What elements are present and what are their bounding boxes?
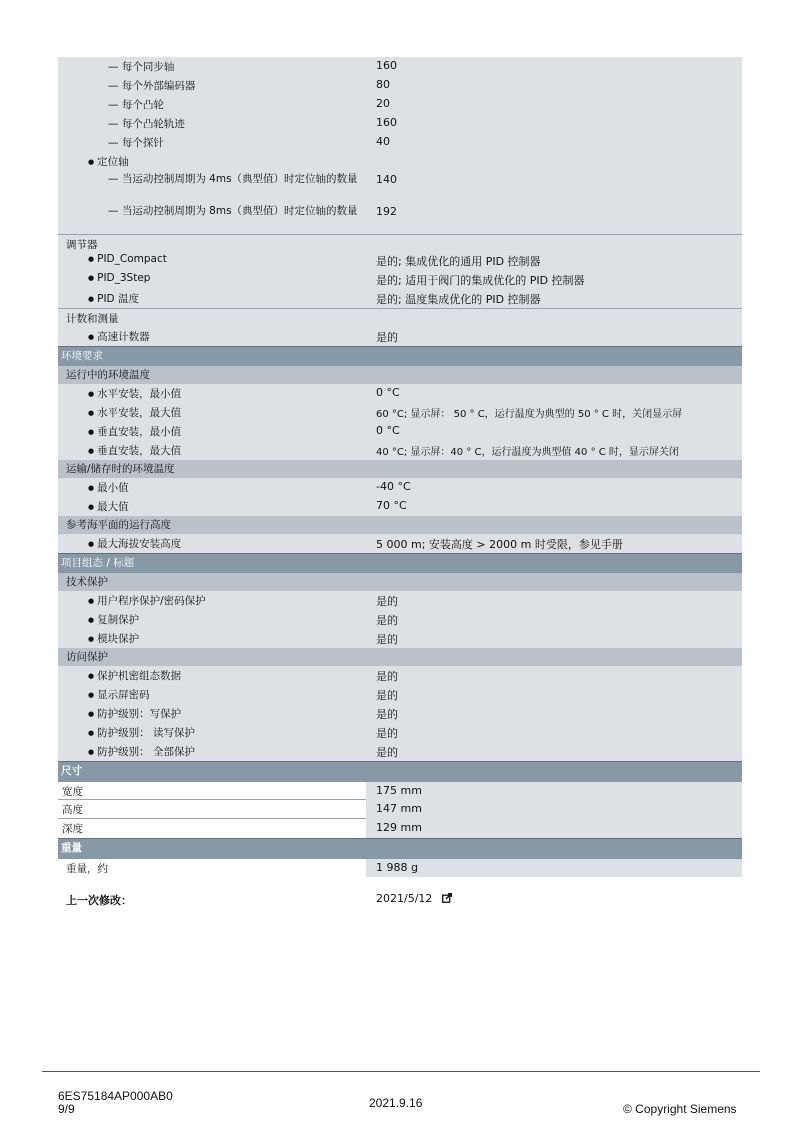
row-label: — 每个外部编码器 — [58, 76, 366, 95]
table-row — [58, 742, 742, 761]
row-label: ● 水平安装，最小值 — [58, 384, 366, 403]
row-label: ● 防护级别：写保护 — [58, 704, 366, 723]
row-value: 160 — [366, 57, 742, 76]
row-label: 重量，约 — [58, 859, 366, 877]
row-label: — 每个探针 — [58, 133, 366, 152]
page-number: 9/9 — [58, 1102, 75, 1116]
row-label: ● 显示屏密码 — [58, 685, 366, 704]
row-value: 0 °C — [366, 384, 742, 403]
table-row — [58, 403, 742, 422]
row-value: 60 °C; 显示屏： 50 ° C，运行温度为典型的 50 ° C 时，关闭显示屏 — [366, 403, 742, 422]
row-value: 147 mm — [366, 800, 742, 819]
table-row — [58, 782, 742, 800]
row-value: 是的; 温度集成优化的 PID 控制器 — [366, 289, 742, 308]
row-value: 是的 — [366, 591, 742, 610]
subsection-title: 运输/储存时的环境温度 — [66, 463, 175, 475]
subsection-header — [58, 460, 742, 478]
row-label: ● 用户程序保护/密码保护 — [58, 591, 366, 610]
row-value: 140 — [366, 171, 742, 203]
row-label: — 每个凸轮 — [58, 95, 366, 114]
table-row — [58, 819, 742, 838]
table-row — [58, 76, 742, 95]
footer-date: 2021.9.16 — [369, 1096, 423, 1110]
table-row — [58, 723, 742, 742]
row-label: — 当运动控制周期为 8ms（典型值）时定位轴的数量 — [58, 203, 366, 234]
table-row — [58, 534, 742, 553]
section-header — [58, 838, 742, 859]
table-row — [58, 171, 742, 203]
table-row — [58, 234, 742, 251]
row-label: 深度 — [58, 819, 366, 838]
row-value: 0 °C — [366, 422, 742, 441]
external-link-icon[interactable] — [442, 893, 452, 903]
row-value: 192 — [366, 203, 742, 234]
group-title: 计数和测量 — [58, 308, 366, 327]
subsection-title: 访问保护 — [66, 651, 108, 663]
subsection-title: 技术保护 — [66, 576, 108, 588]
row-value: 是的 — [366, 742, 742, 761]
row-value: 是的 — [366, 629, 742, 648]
section-header — [58, 346, 742, 366]
row-label: 宽度 — [58, 782, 366, 800]
table-row — [58, 133, 742, 152]
subsection-header — [58, 648, 742, 666]
last-modified-row — [58, 892, 742, 912]
table-row — [58, 251, 742, 270]
table-row — [58, 384, 742, 403]
row-label: — 每个凸轮轨迹 — [58, 114, 366, 133]
row-label: ● 防护级别： 读写保护 — [58, 723, 366, 742]
table-row — [58, 591, 742, 610]
row-value: 是的; 集成优化的通用 PID 控制器 — [366, 251, 742, 270]
table-row — [58, 57, 742, 76]
table-row — [58, 629, 742, 648]
table-row — [58, 289, 742, 308]
row-value: 175 mm — [366, 782, 742, 800]
row-label: 高度 — [58, 800, 366, 819]
row-label: ● 保护机密组态数据 — [58, 666, 366, 685]
row-label: ● 高速计数器 — [58, 327, 366, 346]
table-row — [58, 497, 742, 516]
row-label: ● 最大值 — [58, 497, 366, 516]
row-value: 40 °C; 显示屏：40 ° C，运行温度为典型值 40 ° C 时，显示屏关闭 — [366, 441, 742, 460]
table-row — [58, 685, 742, 704]
row-label: — 每个同步轴 — [58, 57, 366, 76]
row-value: 70 °C — [366, 497, 742, 516]
row-label: ● 最小值 — [58, 478, 366, 497]
table-row — [58, 422, 742, 441]
table-row — [58, 114, 742, 133]
table-row — [58, 308, 742, 327]
table-row — [58, 441, 742, 460]
table-row — [58, 203, 742, 234]
last-modified-label: 上一次修改： — [66, 894, 132, 907]
row-value: 是的; 适用于阀门的集成优化的 PID 控制器 — [366, 270, 742, 289]
row-value: 40 — [366, 133, 742, 152]
table-row — [58, 666, 742, 685]
section-title: 环境要求 — [61, 350, 103, 362]
last-modified-date: 2021/5/12 — [376, 892, 433, 905]
table-row — [58, 704, 742, 723]
table-row — [58, 478, 742, 497]
row-label: ● 定位轴 — [58, 152, 366, 171]
copyright: © Copyright Siemens — [623, 1102, 737, 1116]
row-value — [366, 152, 742, 171]
row-value: 80 — [366, 76, 742, 95]
section-header — [58, 553, 742, 573]
table-row — [58, 859, 742, 877]
row-value: 1 988 g — [366, 859, 742, 877]
row-value: 是的 — [366, 327, 742, 346]
row-value: 20 — [366, 95, 742, 114]
row-value: 是的 — [366, 723, 742, 742]
row-label: — 当运动控制周期为 4ms（典型值）时定位轴的数量 — [58, 171, 366, 203]
row-value: 160 — [366, 114, 742, 133]
row-value: 是的 — [366, 666, 742, 685]
table-row — [58, 800, 742, 819]
row-label: ● 模块保护 — [58, 629, 366, 648]
subsection-title: 参考海平面的运行高度 — [66, 519, 171, 531]
row-value: 是的 — [366, 610, 742, 629]
datasheet-table — [58, 57, 742, 912]
section-header — [58, 761, 742, 782]
row-label: ● PID_Compact — [58, 251, 366, 270]
row-value: -40 °C — [366, 478, 742, 497]
table-row — [58, 152, 742, 171]
section-title: 尺寸 — [61, 765, 82, 777]
section-title: 项目组态 / 标题 — [61, 557, 135, 569]
article-number: 6ES75184AP000AB0 — [58, 1089, 173, 1103]
row-value: 5 000 m; 安装高度 > 2000 m 时受限，参见手册 — [366, 534, 742, 553]
row-label: ● PID_3Step — [58, 270, 366, 289]
row-value: 是的 — [366, 704, 742, 723]
table-row — [58, 270, 742, 289]
row-label: ● 水平安装，最大值 — [58, 403, 366, 422]
row-label: ● 垂直安装，最小值 — [58, 422, 366, 441]
table-row — [58, 327, 742, 346]
subsection-header — [58, 573, 742, 591]
table-row — [58, 610, 742, 629]
subsection-title: 运行中的环境温度 — [66, 369, 150, 381]
row-label: ● PID 温度 — [58, 289, 366, 308]
subsection-header — [58, 516, 742, 534]
footer-divider — [42, 1071, 760, 1072]
row-value: 129 mm — [366, 819, 742, 838]
row-label: ● 防护级别： 全部保护 — [58, 742, 366, 761]
table-row — [58, 95, 742, 114]
row-label: ● 复制保护 — [58, 610, 366, 629]
section-title: 重量 — [61, 842, 82, 854]
row-value: 是的 — [366, 685, 742, 704]
row-label: ● 垂直安装，最大值 — [58, 441, 366, 460]
row-label: ● 最大海拔安装高度 — [58, 534, 366, 553]
group-title: 调节器 — [58, 234, 366, 251]
subsection-header — [58, 366, 742, 384]
